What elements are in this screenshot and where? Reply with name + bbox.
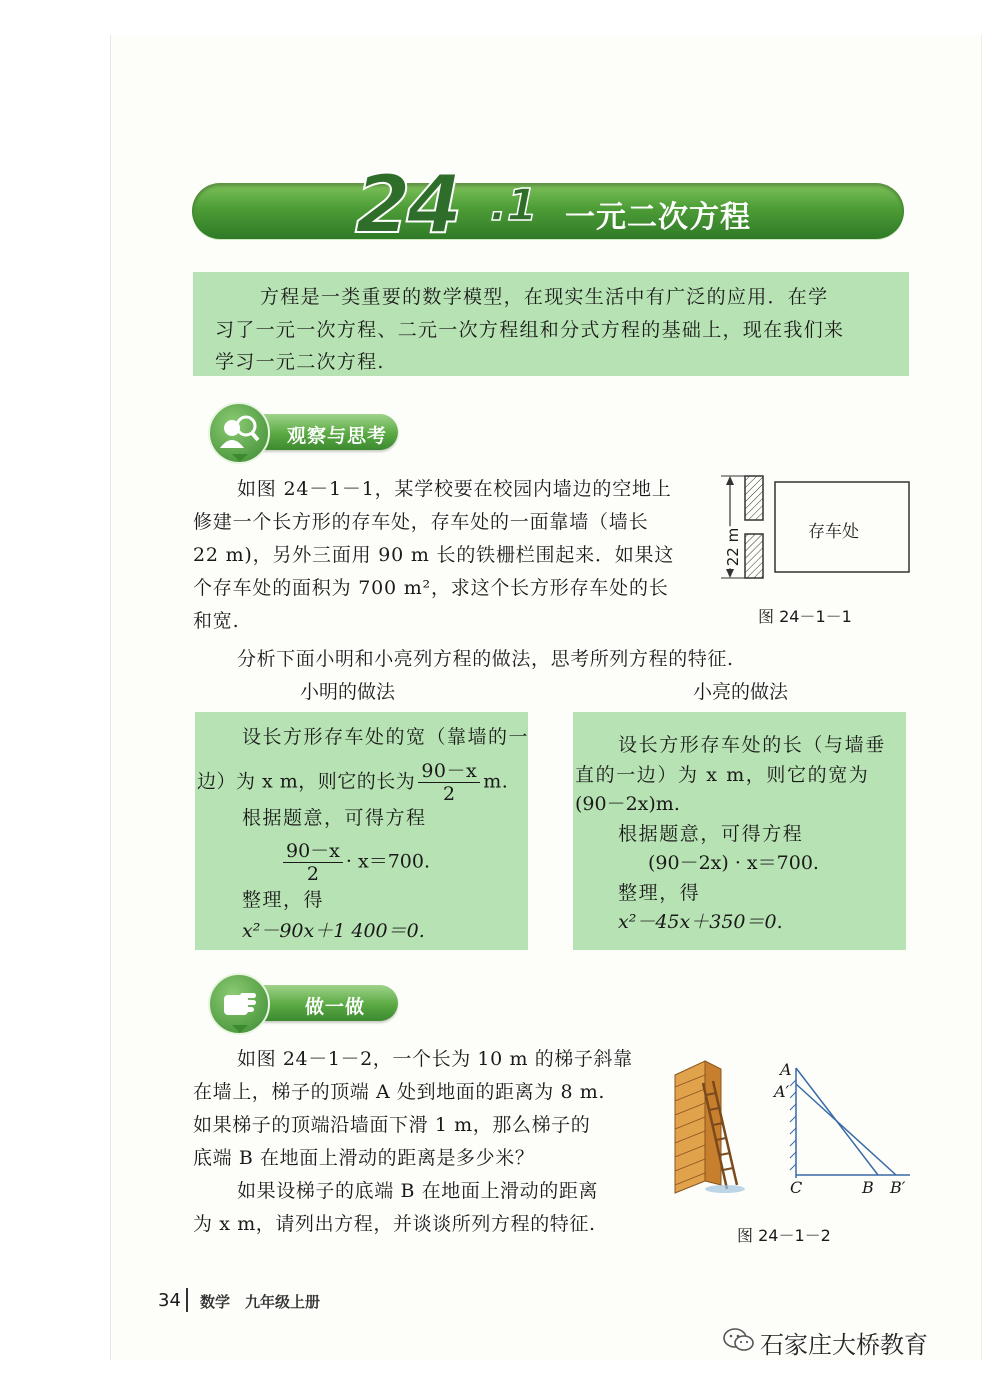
- ladder-line-1: 如图 24－1－2，一个长为 10 m 的梯子斜靠: [237, 1048, 633, 1070]
- footer-divider: [186, 1288, 188, 1312]
- problem-line-4: 个存车处的面积为 700 m²，求这个长方形存车处的长: [193, 577, 669, 599]
- xiaoliang-line-3: (90－2x)m.: [575, 793, 680, 815]
- ladder-line-4: 底端 B 在地面上滑动的距离是多少米？: [193, 1147, 535, 1169]
- brick-wall-ladder-illustration: [665, 1055, 755, 1195]
- analysis-text: 分析下面小明和小亮列方程的做法，思考所列方程的特征.: [237, 648, 734, 670]
- ladder-line-3: 如果梯子的顶端沿墙面下滑 1 m，那么梯子的: [193, 1114, 591, 1136]
- section-number: 24: [355, 158, 459, 251]
- wechat-icon: [722, 1326, 756, 1354]
- problem-line-1: 如图 24－1－1，某学校要在校园内墙边的空地上: [237, 478, 672, 500]
- problem-line-2: 修建一个长方形的存车处，存车处的一面靠墙（墙长: [193, 511, 649, 533]
- chevron-down-icon: [232, 454, 248, 462]
- parking-area-label: 存车处: [808, 522, 859, 542]
- page-number: 34: [158, 1290, 181, 1311]
- eq-numerator: 90－x: [283, 840, 343, 863]
- point-a-label: A: [780, 1060, 792, 1079]
- xiaoming-line-2-unit: m.: [483, 770, 509, 793]
- xiaoming-equation: [280, 840, 430, 885]
- xiaoming-fraction: [418, 760, 480, 805]
- eq-denominator: 2: [306, 863, 319, 885]
- wall-length-label: 22 m: [724, 527, 743, 567]
- ladder-line-2: 在墙上，梯子的顶端 A 处到地面的距离为 8 m.: [193, 1081, 606, 1103]
- fraction-denominator: 2: [442, 783, 456, 805]
- xiaoming-line-1: 设长方形存车处的宽（靠墙的一: [242, 726, 530, 748]
- xiaoliang-equation: (90－2x) · x＝700.: [648, 852, 819, 874]
- xiaoming-line-2: [197, 760, 508, 805]
- intro-line-3: 学习一元二次方程.: [215, 351, 385, 373]
- xiaoming-line-3: 根据题意，可得方程: [242, 807, 427, 829]
- section-banner: [192, 183, 904, 239]
- section-subnumber: .1: [490, 180, 538, 231]
- xiaoming-heading: 小明的做法: [300, 681, 396, 703]
- xiaoming-line-2-text: 边）为 x m，则它的长为: [197, 770, 416, 793]
- ladder-geometry-diagram: [770, 1050, 920, 1180]
- point-b-label: B: [862, 1178, 874, 1197]
- intro-line-1: 方程是一类重要的数学模型，在现实生活中有广泛的应用．在学: [260, 286, 829, 308]
- xiaoliang-result: x²－45x＋350＝0.: [618, 911, 783, 933]
- figure-2-caption: 图 24－1－2: [737, 1226, 831, 1245]
- problem-line-3: 22 m)，另外三面用 90 m 长的铁栅栏围起来．如果这: [193, 544, 675, 566]
- figure-1-caption: 图 24－1－1: [758, 607, 852, 626]
- xiaoming-result: x²－90x＋1 400＝0.: [242, 920, 425, 942]
- chevron-down-icon: [232, 1025, 248, 1033]
- fraction-numerator: 90－x: [418, 760, 480, 783]
- point-a-prime-label: A′: [774, 1082, 790, 1101]
- xiaoliang-line-1: 设长方形存车处的长（与墙垂: [618, 734, 886, 756]
- point-c-label: C: [790, 1178, 803, 1197]
- point-b-prime-label: B′: [890, 1178, 906, 1197]
- xiaoliang-line-6: 整理，得: [618, 882, 701, 904]
- intro-line-2: 习了一元一次方程、二元一次方程组和分式方程的基础上，现在我们来: [215, 319, 845, 341]
- section-title: 一元二次方程: [565, 200, 751, 235]
- watermark-text: 石家庄大桥教育: [760, 1331, 928, 1359]
- xiaoliang-heading: 小亮的做法: [693, 681, 789, 703]
- xiaoliang-line-2: 直的一边）为 x m，则它的宽为: [575, 764, 870, 786]
- doit-label: 做一做: [305, 996, 366, 1018]
- ladder-line-5: 如果设梯子的底端 B 在地面上滑动的距离: [237, 1180, 599, 1202]
- xiaoliang-line-4: 根据题意，可得方程: [618, 823, 804, 845]
- xiaoming-line-5: 整理，得: [242, 889, 325, 911]
- xiaoming-eq-fraction: [283, 840, 343, 885]
- problem-line-5: 和宽.: [193, 610, 240, 632]
- ladder-line-6: 为 x m，请列出方程，并谈谈所列方程的特征.: [193, 1213, 596, 1235]
- book-title: 数学 九年级上册: [200, 1293, 321, 1311]
- xiaoming-eq-rest: · x＝700.: [345, 850, 431, 873]
- observe-label: 观察与思考: [287, 425, 388, 447]
